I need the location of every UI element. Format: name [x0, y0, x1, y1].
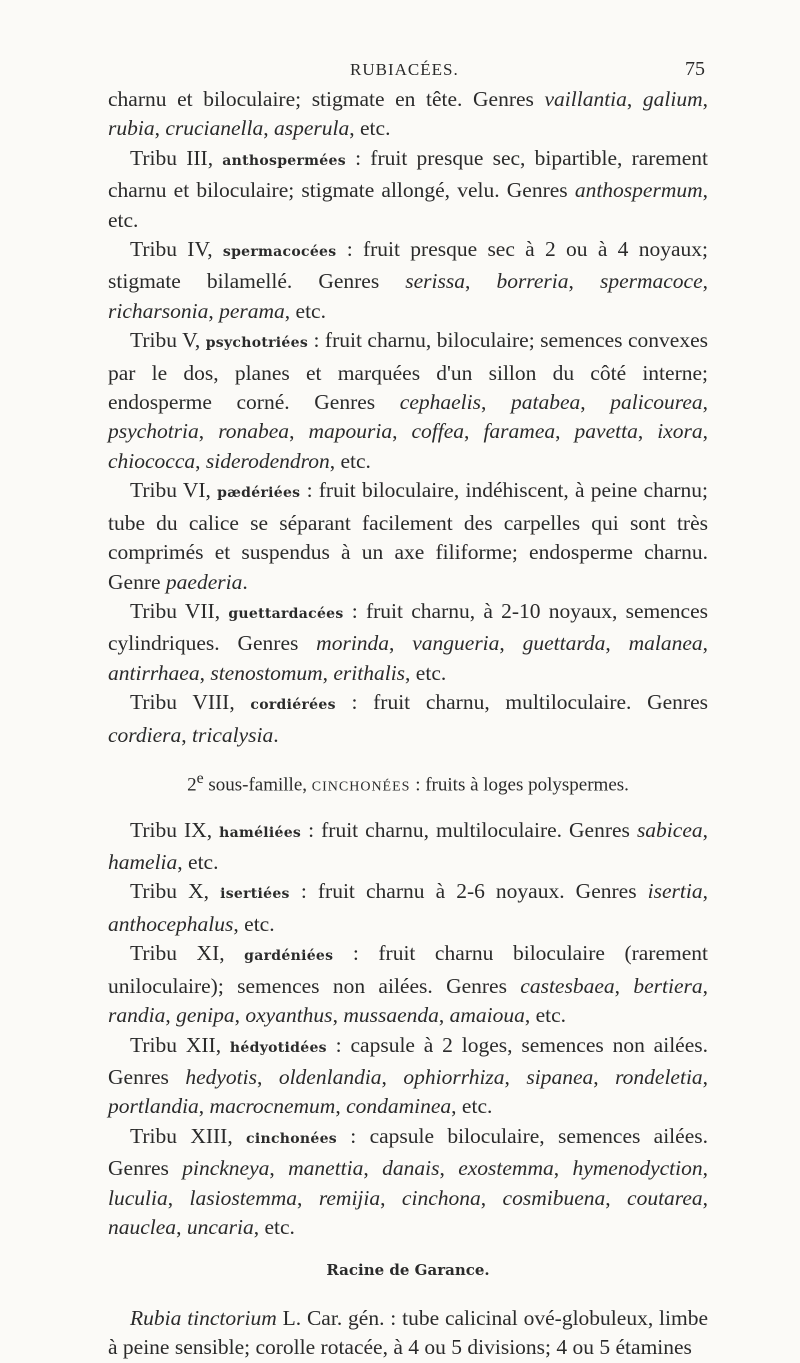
page-header: [110, 58, 705, 86]
tribe-name: guettardacées: [228, 605, 344, 622]
paragraph-tribe-9: Tribu IX, haméliées : fruit charnu, multiloculaire. Genres sabicea, hamelia, etc.: [108, 817, 708, 875]
paragraph-tribe-4: Tribu IV, spermacocées : fruit presque sec à 2 ou à 4 noyaux; stigmate bilamellé. Genres serissa, borreria, spermacoce, richarsonia, perama, etc.: [108, 237, 709, 323]
page-number: 75: [685, 58, 705, 80]
paragraph-tribe-5: Tribu V, psychotriées : fruit charnu, biloculaire; semences convexes par le dos, planes et marquées d'un sillon du côté interne; endosperme corné. Genres cephaelis, patabea, palicourea, psychotria, ronabea, mapouria, coffea, faramea, pavetta, ixora, chiococca, siderodendron, etc.: [108, 328, 709, 473]
tribe-name: hédyotidées: [229, 1039, 327, 1056]
tribe-name: haméliées: [219, 824, 302, 841]
paragraph-tribe-6: Tribu VI, pædériées : fruit biloculaire, indéhiscent, à peine charnu; tube du calice se séparant facilement des carpelles qui sont très comprimés et suspendus à un axe filiforme; endosperme charnu. Genre paederia.: [108, 478, 709, 594]
paragraph-tribe-3: Tribu III, anthospermées : fruit presque sec, bipartible, rarement charnu et biloculaire; stigmate allongé, velu. Genres anthospermum, etc.: [108, 145, 708, 232]
page-body: [108, 85, 708, 1363]
subfamily-heading: 2e sous-famille, CINCHONÉES : fruits à loges polyspermes.: [187, 769, 629, 796]
tribe-name: psychotriées: [205, 335, 309, 352]
tribe-name: gardéniées: [244, 948, 334, 965]
tribe-name: spermacocées: [222, 244, 337, 261]
running-title: RUBIACÉES.: [350, 60, 459, 79]
paragraph-tribe-11: Tribu XI, gardéniées : fruit charnu biloculaire (rarement uniloculaire); semences non ailées. Genres castesbaea, bertiera, randia, genipa, oxyanthus, mussaenda, amaioua, etc.: [108, 941, 708, 1028]
tribe-name: anthospermées: [222, 152, 346, 169]
paragraph-intro: charnu et biloculaire; stigmate en tête. Genres vaillantia, galium, rubia, crucianella, asperula, etc.: [108, 87, 708, 141]
paragraph-tribe-13: Tribu XIII, cinchonées : capsule biloculaire, semences ailées. Genres pinckneya, manettia, danais, exostemma, hymenodyction, luculia, lasiostemma, remijia, cinchona, cosmibuena, coutarea, nauclea, uncaria, etc.: [108, 1123, 709, 1239]
tribe-name: cinchonées: [246, 1130, 337, 1147]
tribe-name: isertiées: [220, 886, 290, 903]
tribe-name: cordiérées: [250, 697, 336, 714]
paragraph-tribe-10: Tribu X, isertiées : fruit charnu à 2-6 noyaux. Genres isertia, anthocephalus, etc.: [108, 879, 708, 936]
paragraph-tribe-8: Tribu VIII, cordiérées : fruit charnu, multiloculaire. Genres cordiera, tricalysia.: [108, 690, 708, 747]
section-title: Racine de Garance.: [326, 1261, 490, 1280]
tribe-name: pædériées: [217, 485, 301, 502]
paragraph-rubia: Rubia tinctorium L. Car. gén. : tube calicinal ové-globuleux, limbe à peine sensible; corolle rotacée, à 4 ou 5 divisions; 4 ou 5 étamines: [108, 1305, 708, 1360]
paragraph-tribe-7: Tribu VII, guettardacées : fruit charnu, à 2-10 noyaux, semences cylindriques. Genres morinda, vangueria, guettarda, malanea, antirrhaea, stenostomum, erithalis, etc.: [108, 598, 709, 685]
paragraph-tribe-12: Tribu XII, hédyotidées : capsule à 2 loges, semences non ailées. Genres hedyotis, oldenlandia, ophiorrhiza, sipanea, rondeletia, portlandia, macrocnemum, condaminea, etc.: [108, 1032, 709, 1119]
